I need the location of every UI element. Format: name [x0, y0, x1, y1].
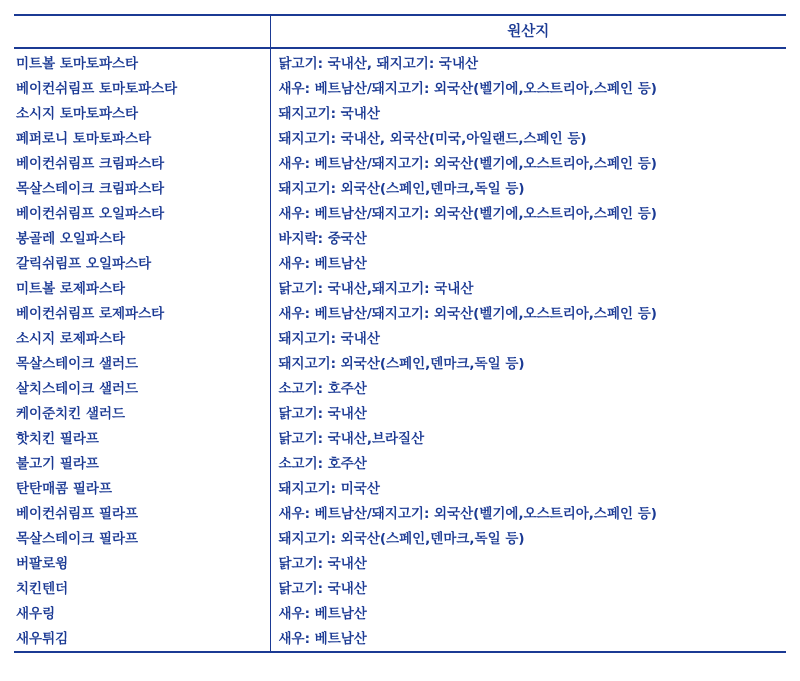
origin-text-cell: 바지락: 중국산	[278, 230, 367, 247]
table-row	[14, 574, 786, 599]
menu-name-cell: 불고기 필라프	[14, 449, 270, 474]
table-row	[14, 324, 786, 349]
menu-name-cell: 새우튀김	[14, 624, 270, 652]
table-row	[14, 99, 786, 124]
table-row	[14, 174, 786, 199]
table-row	[14, 599, 786, 624]
table-row	[14, 48, 786, 74]
menu-name-cell: 베이컨쉬림프 오일파스타	[14, 199, 270, 224]
table-row	[14, 549, 786, 574]
origin-text-cell: 새우: 베트남산/돼지고기: 외국산(벨기에,오스트리아,스페인 등)	[278, 505, 657, 522]
origin-text-cell: 돼지고기: 외국산(스페인,덴마크,독일 등)	[278, 530, 525, 547]
menu-name-cell: 목살스테이크 크림파스타	[14, 174, 270, 199]
table-row	[14, 374, 786, 399]
origin-text-cell: 돼지고기: 외국산(스페인,덴마크,독일 등)	[278, 180, 525, 197]
menu-name-cell: 살치스테이크 샐러드	[14, 374, 270, 399]
table-header-row	[14, 15, 786, 48]
origin-text-cell: 돼지고기: 미국산	[278, 480, 380, 497]
menu-name-cell: 새우링	[14, 599, 270, 624]
origin-text-cell: 닭고기: 국내산	[278, 580, 367, 597]
origin-text-cell: 돼지고기: 외국산(스페인,덴마크,독일 등)	[278, 355, 525, 372]
menu-name-cell: 미트볼 토마토파스타	[14, 48, 270, 74]
table-row	[14, 624, 786, 652]
origin-text-cell: 새우: 베트남산/돼지고기: 외국산(벨기에,오스트리아,스페인 등)	[278, 80, 657, 97]
table-row	[14, 74, 786, 99]
menu-name-cell: 베이컨쉬림프 필라프	[14, 499, 270, 524]
origin-text-cell: 새우: 베트남산	[270, 624, 786, 652]
origin-column-header: 원산지	[270, 15, 786, 48]
menu-name-cell: 목살스테이크 필라프	[14, 524, 270, 549]
menu-name-cell: 미트볼 로제파스타	[14, 274, 270, 299]
menu-name-cell: 소시지 토마토파스타	[14, 99, 270, 124]
menu-name-cell: 목살스테이크 샐러드	[14, 349, 270, 374]
table-row	[14, 499, 786, 524]
menu-name-cell: 케이준치킨 샐러드	[14, 399, 270, 424]
origin-text-cell: 닭고기: 국내산	[278, 555, 367, 572]
table-row	[14, 449, 786, 474]
table-row	[14, 274, 786, 299]
table-row	[14, 424, 786, 449]
menu-name-cell: 버팔로윙	[14, 549, 270, 574]
origin-text-cell: 새우: 베트남산/돼지고기: 외국산(벨기에,오스트리아,스페인 등)	[278, 155, 657, 172]
table-row	[14, 224, 786, 249]
menu-name-cell: 베이컨쉬림프 크림파스타	[14, 149, 270, 174]
table-row	[14, 249, 786, 274]
origin-text-cell: 소고기: 호주산	[278, 455, 367, 472]
menu-name-cell: 핫치킨 필라프	[14, 424, 270, 449]
table-header	[14, 15, 786, 48]
table-row	[14, 474, 786, 499]
table-row	[14, 149, 786, 174]
origin-text-cell: 닭고기: 국내산	[278, 405, 367, 422]
menu-name-cell: 치킨텐더	[14, 574, 270, 599]
menu-name-cell: 페퍼로니 토마토파스타	[14, 124, 270, 149]
table-row	[14, 199, 786, 224]
origin-text-cell: 닭고기: 국내산, 돼지고기: 국내산	[278, 55, 479, 72]
origin-text-cell: 새우: 베트남산	[278, 605, 367, 622]
menu-name-cell: 탄탄매콤 필라프	[14, 474, 270, 499]
origin-text-cell: 소고기: 호주산	[278, 380, 367, 397]
origin-text-cell: 돼지고기: 국내산	[278, 330, 380, 347]
origin-table	[14, 14, 786, 653]
table-row	[14, 124, 786, 149]
menu-name-cell: 갈릭쉬림프 오일파스타	[14, 249, 270, 274]
table-row	[14, 524, 786, 549]
origin-text-cell: 닭고기: 국내산,브라질산	[278, 430, 425, 447]
menu-column-header	[14, 15, 270, 48]
origin-text-cell: 돼지고기: 국내산	[278, 105, 380, 122]
origin-text-cell: 새우: 베트남산	[278, 255, 367, 272]
origin-text-cell: 새우: 베트남산/돼지고기: 외국산(벨기에,오스트리아,스페인 등)	[278, 205, 657, 222]
table-row	[14, 399, 786, 424]
menu-name-cell: 베이컨쉬림프 로제파스타	[14, 299, 270, 324]
origin-text-cell: 새우: 베트남산/돼지고기: 외국산(벨기에,오스트리아,스페인 등)	[278, 305, 657, 322]
origin-text-cell: 돼지고기: 국내산, 외국산(미국,아일랜드,스페인 등)	[278, 130, 587, 147]
origin-text-cell: 닭고기: 국내산,돼지고기: 국내산	[278, 280, 474, 297]
table-row	[14, 299, 786, 324]
menu-name-cell: 봉골레 오일파스타	[14, 224, 270, 249]
menu-name-cell: 소시지 로제파스타	[14, 324, 270, 349]
table-body	[14, 48, 786, 652]
menu-name-cell: 베이컨쉬림프 토마토파스타	[14, 74, 270, 99]
table-row	[14, 349, 786, 374]
